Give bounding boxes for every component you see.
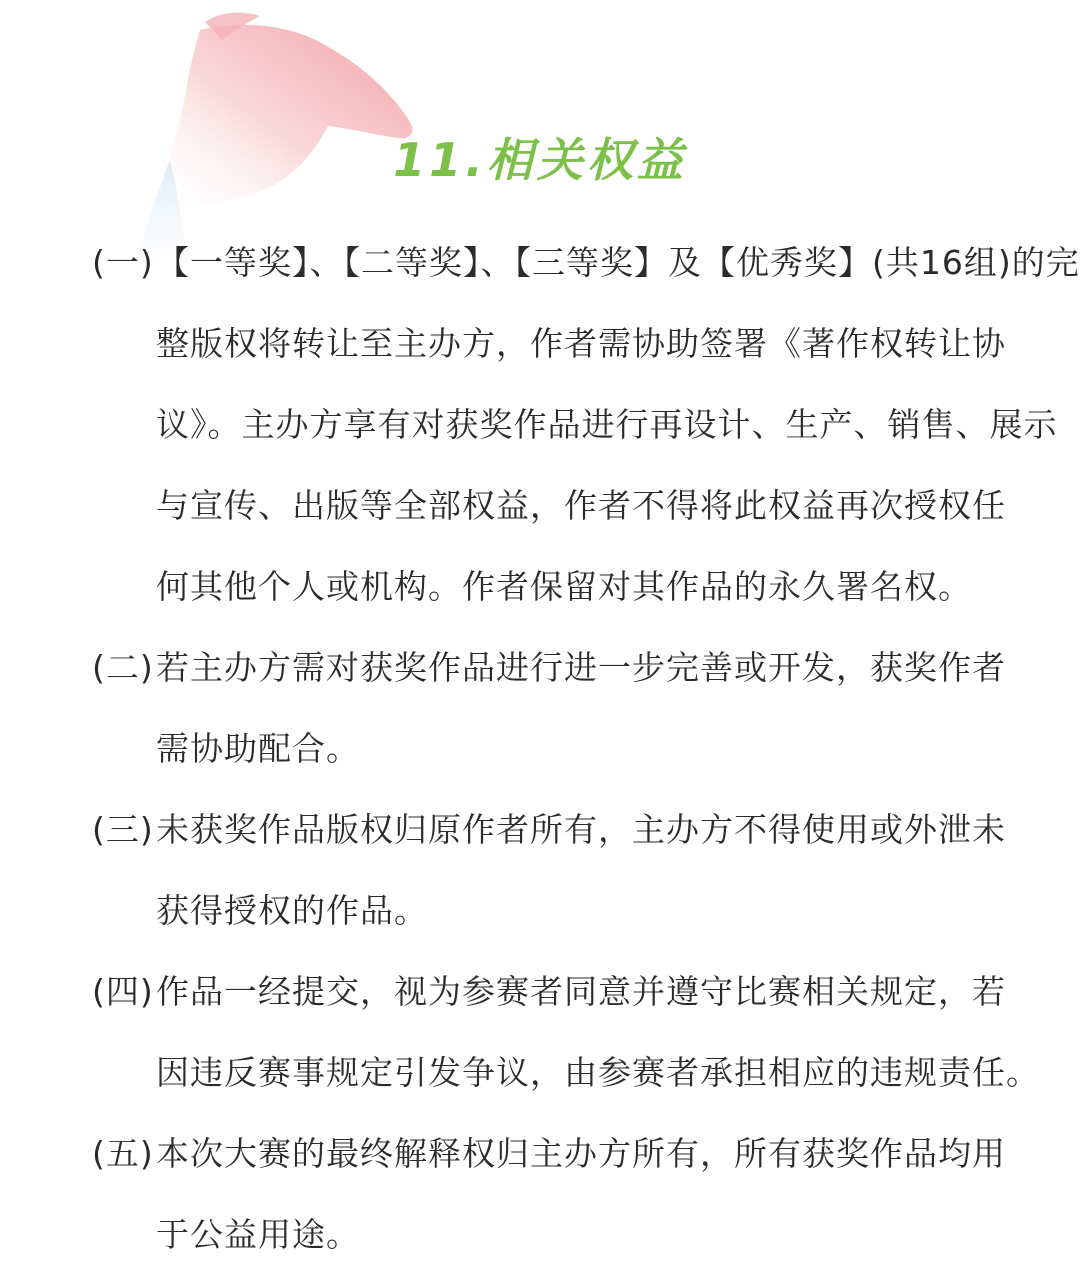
clause-2: [92, 627, 1022, 789]
clause-marker: (五): [92, 1134, 154, 1173]
clause-line: 因违反赛事规定引发争议，由参赛者承担相应的违规责任。: [156, 1053, 1040, 1092]
clause-marker: (二): [92, 648, 154, 687]
clause-marker: (四): [92, 972, 154, 1011]
clause-marker: (一): [92, 243, 154, 282]
clause-line: 于公益用途。: [156, 1215, 360, 1254]
clause-line: 未获奖作品版权归原作者所有，主办方不得使用或外泄未: [156, 810, 1006, 849]
clause-line: 【一等奖】、【二等奖】、【三等奖】及【优秀奖】(共16组)的完: [156, 243, 1080, 282]
clause-3: [92, 789, 1022, 951]
clause-4: [92, 951, 1040, 1113]
clause-line: 与宣传、出版等全部权益，作者不得将此权益再次授权任: [156, 486, 1006, 525]
clause-line: 议》。主办方享有对获奖作品进行再设计、生产、销售、展示: [156, 405, 1058, 444]
page-title: 11.相关权益: [393, 133, 687, 187]
clause-line: 整版权将转让至主办方，作者需协助签署《著作权转让协: [156, 324, 1006, 363]
clause-5: [92, 1113, 1022, 1275]
clause-line: 何其他个人或机构。作者保留对其作品的永久署名权。: [156, 567, 972, 606]
clause-line: 需协助配合。: [156, 729, 360, 768]
clause-1: [92, 222, 1080, 627]
clause-line: 若主办方需对获奖作品进行进一步完善或开发，获奖作者: [156, 648, 1006, 687]
clause-line: 获得授权的作品。: [156, 891, 428, 930]
clause-line: 本次大赛的最终解释权归主办方所有，所有获奖作品均用: [156, 1134, 1006, 1173]
clause-marker: (三): [92, 810, 154, 849]
clause-list: [92, 222, 1080, 1275]
clause-line: 作品一经提交，视为参赛者同意并遵守比赛相关规定，若: [156, 972, 1006, 1011]
